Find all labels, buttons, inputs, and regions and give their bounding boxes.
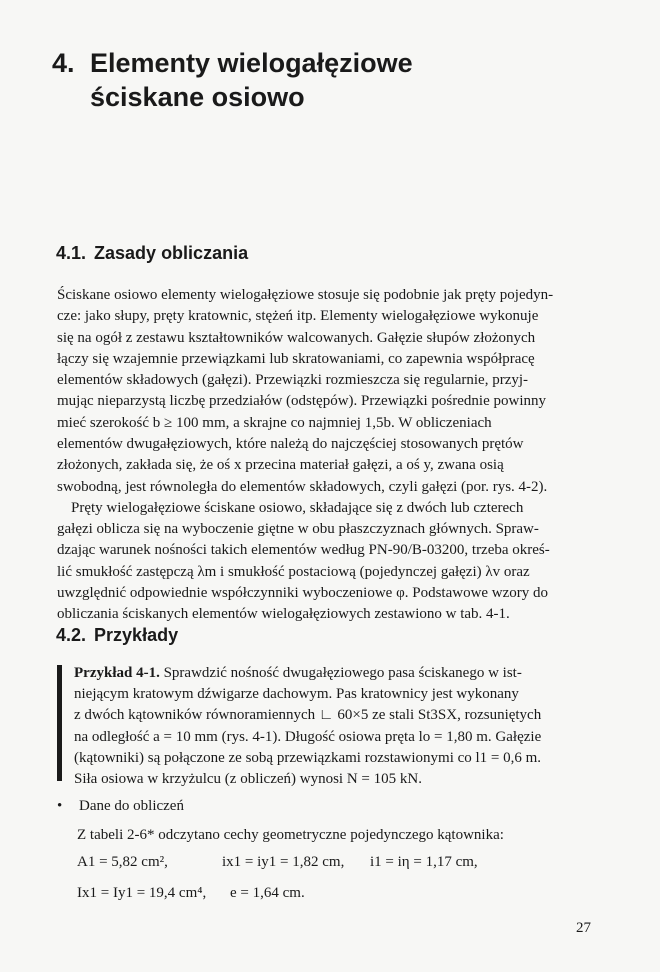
text-line: obliczania ściskanych elementów wielogałęziowych zestawiono w tab. 4-1.	[57, 606, 510, 623]
chapter-title-line-1: Elementy wielogałęziowe	[90, 48, 413, 78]
text-line: złożonych, zakłada się, że oś x przecina materiał gałęzi, a oś y, zwana osią	[57, 457, 504, 474]
formula-centroid: e = 1,64 cm.	[230, 885, 305, 901]
text-line: łączy się wzajemnie przewiązkami lub skratowaniami, co zapewnia współpracę	[57, 350, 535, 367]
chapter-number: 4.	[52, 48, 75, 78]
example-text	[74, 663, 594, 790]
text-line: gałęzi oblicza się na wyboczenie giętne w obu płaszczyznach głównych. Spraw-	[57, 521, 539, 537]
text-line: Siła osiowa w krzyżulcu (z obliczeń) wynosi N = 105 kN.	[74, 771, 422, 788]
paragraph-1	[57, 285, 597, 498]
data-intro: Z tabeli 2-6* odczytano cechy geometryczne pojedynczego kątownika:	[77, 827, 504, 843]
text-line: niejącym kratowym dźwigarze dachowym. Pas kratownicy jest wykonany	[74, 686, 519, 703]
section-heading-4-2	[56, 624, 178, 646]
text-line: się na ogół z zestawu kształtowników walcowanych. Gałęzie słupów złożonych	[57, 329, 536, 346]
paragraph-2	[57, 498, 597, 519]
formula-radius-min: i1 = iη = 1,17 cm,	[370, 854, 478, 870]
page-number: 27	[576, 920, 591, 936]
text-line: dzając warunek nośności takich elementów według PN-90/B-03200, trzeba okreś-	[57, 542, 550, 559]
section-title: Zasady obliczania	[94, 243, 249, 263]
formula-radius-x: ix1 = iy1 = 1,82 cm,	[222, 854, 345, 870]
bullet-icon: •	[57, 798, 63, 814]
text-line: Ściskane osiowo elementy wielogałęziowe stosuje się podobnie jak pręty pojedyn-	[57, 287, 554, 303]
text-line: na odległość a = 10 mm (rys. 4-1). Długość osiowa pręta lo = 1,80 m. Gałęzie	[74, 728, 542, 745]
text-line: mieć szerokość b ≥ 100 mm, a skrajne co najmniej 1,5b. W obliczeniach	[57, 414, 492, 431]
text-line	[74, 663, 594, 684]
text-line: (kątowniki) są połączone ze sobą przewiązkami rozstawionymi co l1 = 0,6 m.	[74, 749, 542, 766]
example-margin-bar	[57, 665, 62, 781]
example-label: Przykład 4-1.	[74, 665, 160, 681]
data-heading	[57, 796, 597, 817]
chapter-title-line-2: ściskane osiowo	[90, 82, 305, 112]
text-line: swobodną, jest równoległa do elementów składowych, czyli gałęzi (por. rys. 4-2).	[57, 478, 548, 495]
section-heading-4-1	[56, 242, 248, 264]
text-line: Pręty wielogałęziowe ściskane osiowo, składające się z dwóch lub czterech	[71, 500, 524, 516]
example-box	[57, 663, 597, 788]
paragraph-2-rest	[57, 519, 597, 625]
example-line: Sprawdzić nośność dwugałęziowego pasa ściskanego w ist-	[163, 665, 522, 681]
text-line: cze: jako słupy, pręty kratownic, stężeń itp. Elementy wielogałęziowe wykonuje	[57, 308, 539, 325]
section-title: Przykłady	[94, 625, 179, 645]
text-line: elementów składowych (gałęzi). Przewiązki rozmieszcza się regularnie, przyj-	[57, 372, 529, 389]
section-number: 4.1.	[56, 243, 87, 263]
formula-area: A1 = 5,82 cm²,	[77, 854, 168, 870]
data-heading-text: Dane do obliczeń	[79, 798, 184, 814]
section-number: 4.2.	[56, 625, 87, 645]
text-line: elementów dwugałęziowych, które należą do najczęściej stosowanych prętów	[57, 436, 524, 453]
formula-moment: Ix1 = Iy1 = 19,4 cm⁴,	[77, 885, 207, 901]
text-line: z dwóch kątowników równoramiennych ∟ 60×5 ze stali St3SX, rozsuniętych	[74, 707, 542, 724]
text-line: uwzględnić odpowiednie współczynniki wyboczeniowe φ. Podstawowe wzory do	[57, 584, 549, 601]
text-line: lić smukłość zastępczą λm i smukłość postaciową (pojedynczej gałęzi) λv oraz	[57, 563, 530, 580]
text-line: mując nieparzystą liczbę przedziałów (odstępów). Przewiązki pośrednie powinny	[57, 393, 546, 410]
